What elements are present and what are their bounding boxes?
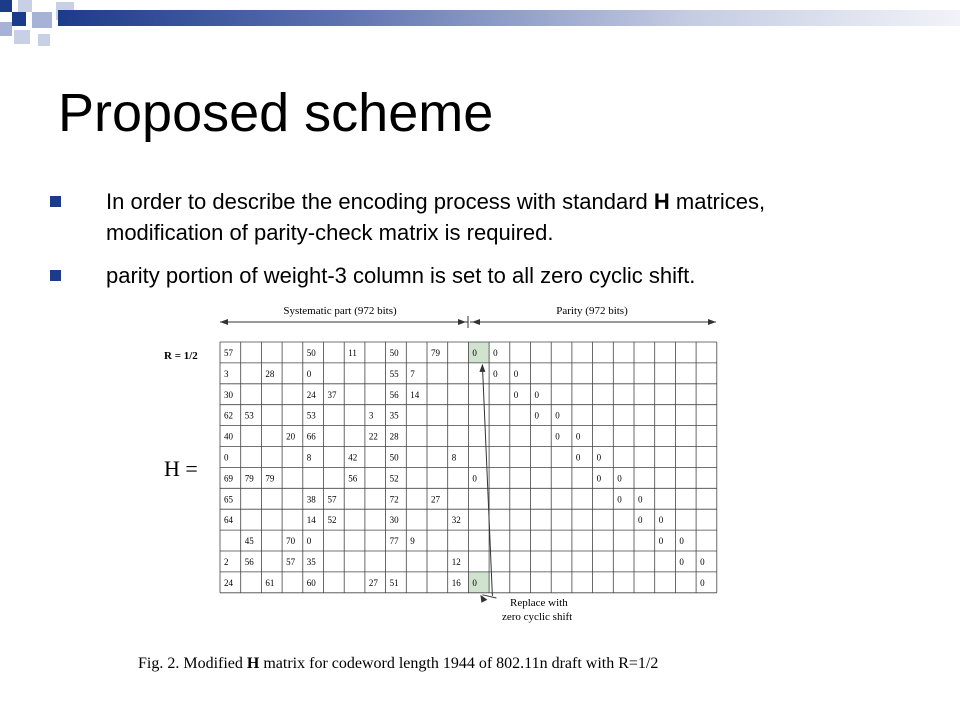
bullet-item [50,186,870,248]
bullet-square-icon [50,270,61,281]
annotation-text: Replace with [510,597,568,609]
matrix-cell-value: 8 [306,452,312,463]
matrix-cell-value: 56 [348,473,358,484]
matrix-cell-value: 32 [451,515,461,526]
matrix-cell-value: 12 [451,557,461,567]
right-arrowhead-icon [458,319,466,325]
bullet-text: parity portion of weight-3 column is set to all zero cyclic shift. [106,263,696,288]
header-gradient-bar [58,10,960,26]
matrix-cell-value: 30 [224,389,233,400]
matrix-cell-value: 52 [389,473,399,484]
matrix-cell-value: 0 [534,410,539,421]
matrix-cell-value: 50 [389,452,399,463]
matrix-cell-value: 14 [410,389,420,400]
matrix-cell-value: 50 [306,348,316,358]
rate-label: R = 1/2 [164,350,198,362]
matrix-cell-value: 0 [513,389,519,400]
matrix-cell-value: 0 [513,368,519,379]
matrix-cell-value: 0 [596,452,602,463]
matrix-cell-value: 11 [348,348,357,358]
caption-bold: H [246,655,260,672]
matrix-cell-value: 3 [224,368,229,379]
right-arrowhead-icon [708,319,716,325]
bullet-item [50,260,870,291]
matrix-cell-value: 0 [555,431,560,442]
matrix-cell-value: 0 [306,536,312,547]
matrix-cell-value: 20 [286,431,296,442]
annotation-arrow-line [482,365,492,596]
matrix-cell-value: 0 [679,536,684,547]
matrix-cell-value: 27 [431,494,440,505]
matrix-cell-value: 61 [265,577,275,588]
matrix-cell-value: 52 [327,515,337,526]
matrix-cell-value: 0 [700,557,705,567]
matrix-cell-value: 45 [244,536,254,547]
matrix-cell-value: 24 [306,389,316,400]
matrix-cell-value: 0 [658,536,664,547]
matrix-cell-value: 0 [679,557,684,567]
matrix-cell-value: 42 [348,452,358,463]
caption-text: Fig. 2. Modified [138,655,247,672]
matrix-cell-value: 0 [575,431,581,442]
matrix-cell-value: 0 [534,389,539,400]
matrix-cell-value: 57 [224,348,233,358]
matrix-cell-value: 66 [306,431,316,442]
bullet-text: In order to describe the encoding process with standard [106,189,654,214]
matrix-cell-value: 14 [306,515,316,526]
decorative-square [0,22,12,36]
matrix-cell-value: 79 [431,348,440,358]
matrix-cell-value: 24 [224,577,233,588]
annotation-arrow-line [482,595,496,598]
matrix-cell-value: 0 [596,473,602,484]
bullet-list [50,186,870,303]
annotation-text: zero cyclic shift [502,611,573,623]
decorative-square [14,30,30,44]
decorative-square [18,0,32,12]
matrix-cell-value: 79 [244,473,254,484]
matrix-cell-value: 0 [555,410,560,421]
matrix-cell-value: 38 [306,494,316,505]
parity-part-label: Parity (972 bits) [556,305,628,317]
matrix-figure-svg [140,298,780,638]
h-equals-label: H = [164,456,198,481]
systematic-part-label: Systematic part (972 bits) [283,305,397,317]
matrix-cell-value: 0 [658,515,664,526]
matrix-cell-value: 0 [617,494,622,505]
matrix-cell-value: 3 [368,410,374,421]
matrix-cell-value: 0 [575,452,581,463]
decorative-square [38,34,50,46]
matrix-cell-value: 0 [493,368,498,379]
matrix-cell-value: 9 [410,536,415,547]
matrix-cell-value: 22 [368,431,378,442]
matrix-cell-value: 0 [472,577,477,588]
matrix-cell-value: 0 [472,473,477,484]
decorative-square [0,0,12,12]
matrix-cell-value: 0 [700,577,705,588]
matrix-cell-value: 55 [389,368,399,379]
bullet-square-icon [50,196,61,207]
matrix-cell-value: 35 [306,557,316,567]
bullet-text: matrices, modification of parity-check matrix is required. [106,189,766,245]
matrix-cell-value: 0 [638,515,643,526]
left-arrowhead-icon [220,319,228,325]
matrix-cell-value: 30 [389,515,399,526]
annotation-arrows [479,364,496,603]
matrix-cell-value: 51 [389,577,399,588]
matrix-cell-value: 69 [224,473,233,484]
matrix-cell-value: 62 [224,410,233,421]
slide-title: Proposed scheme [58,83,494,143]
matrix-cell-value: 16 [451,577,461,588]
decorative-square [12,12,26,26]
matrix-cell-value: 77 [389,536,399,547]
figure-caption [138,654,758,673]
matrix-cell-value: 0 [472,348,477,358]
matrix-cell-value: 53 [306,410,316,421]
matrix-cell-value: 28 [389,431,399,442]
matrix-cell-value: 56 [244,557,254,567]
matrix-cell-value: 0 [493,348,498,358]
caption-text: matrix for codeword length 1944 of 802.11n draft with R=1/2 [259,655,659,672]
matrix-cell-value: 40 [224,431,233,442]
matrix-cell-value: 56 [389,389,399,400]
matrix-cell-value: 57 [327,494,337,505]
matrix-cell-value: 65 [224,494,233,505]
arrowhead-icon [479,364,485,372]
matrix-grid [220,342,717,593]
bullet-bold-text: H [653,189,670,214]
matrix-cell-value: 64 [224,515,233,526]
matrix-cell-value: 60 [306,577,316,588]
decorative-square [32,12,52,28]
matrix-cell-value: 70 [286,536,296,547]
matrix-cell-value: 7 [410,368,415,379]
matrix-cell-value: 57 [286,557,296,567]
matrix-cell-value: 53 [244,410,254,421]
matrix-cell-value: 28 [265,368,275,379]
matrix-cell-value: 0 [617,473,622,484]
matrix-cell-value: 0 [306,368,312,379]
matrix-figure [140,298,780,698]
matrix-cell-value: 50 [389,348,399,358]
matrix-cell-value: 35 [389,410,399,421]
left-arrowhead-icon [472,319,480,325]
matrix-cell-value: 72 [389,494,399,505]
matrix-cell-value: 0 [638,494,643,505]
matrix-cell-value: 8 [451,452,457,463]
matrix-cell-value: 0 [224,452,229,463]
matrix-cell-value: 2 [224,557,229,567]
matrix-cell-value: 27 [368,577,378,588]
matrix-cell-value: 37 [327,389,337,400]
matrix-cell-value: 79 [265,473,275,484]
